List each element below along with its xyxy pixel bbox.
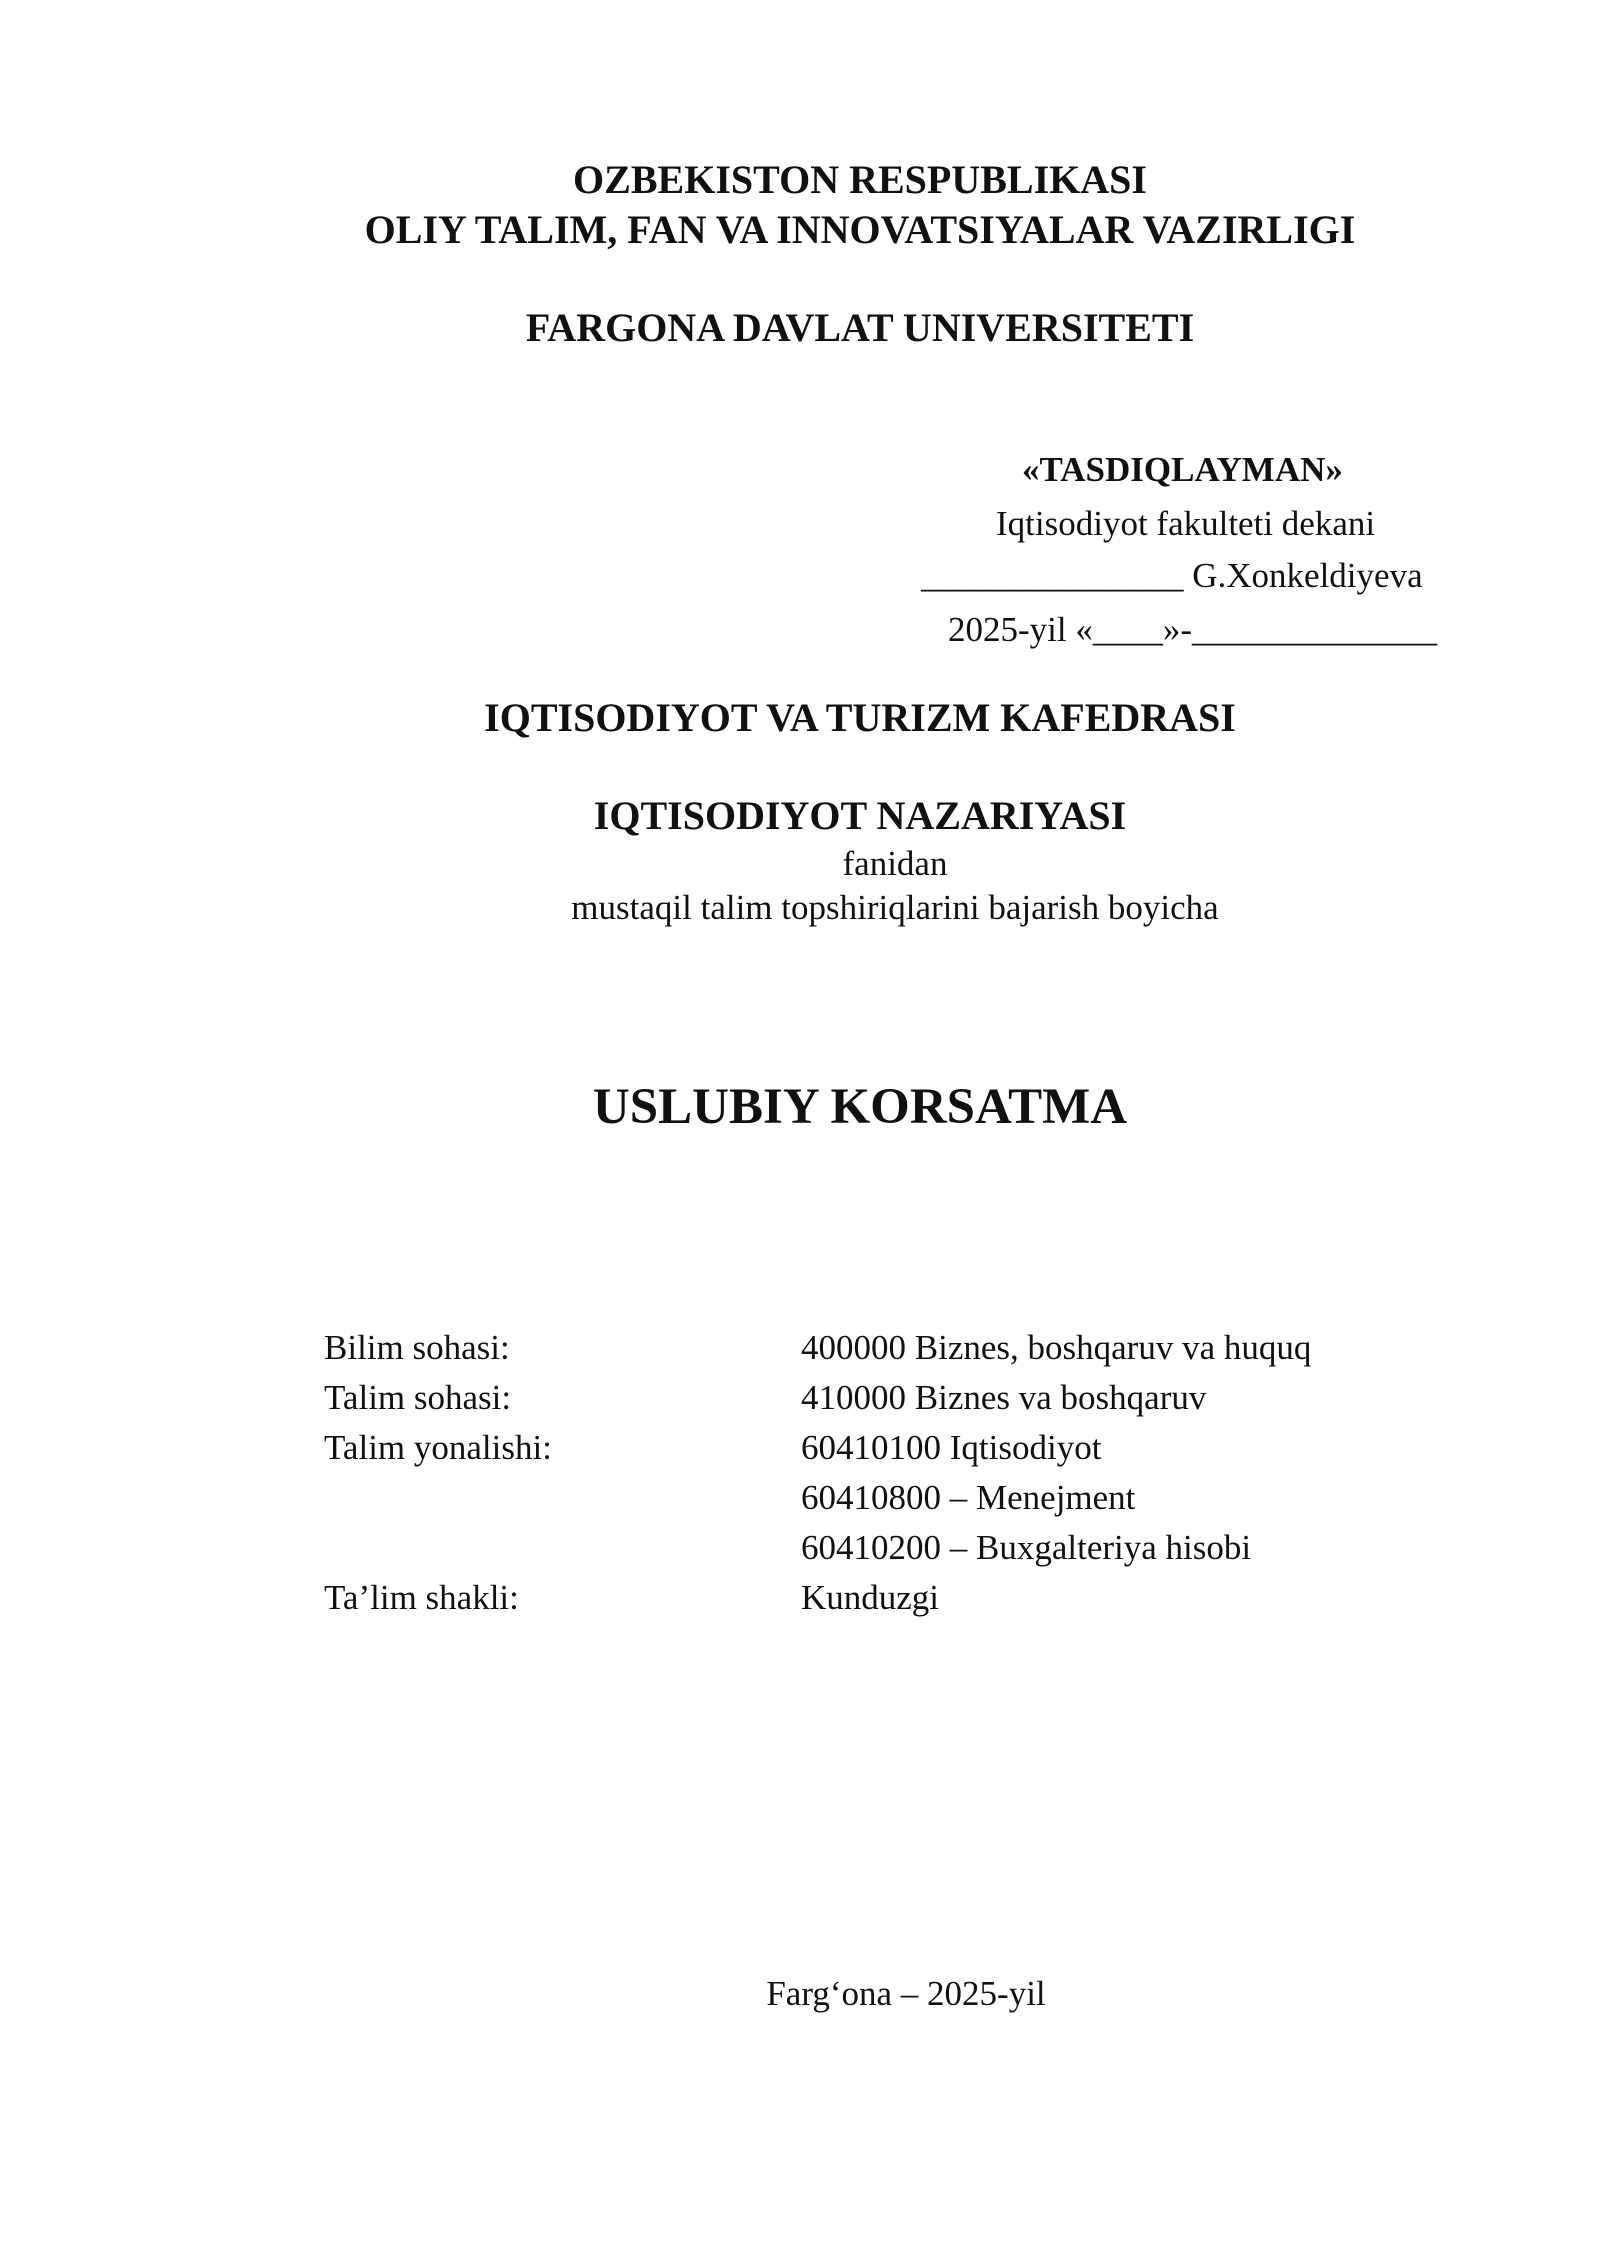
- info-label: Talim sohasi:: [324, 1378, 512, 1417]
- document-title: USLUBIY KORSATMA: [592, 1079, 1128, 1135]
- subject-name: IQTISODIYOT NAZARIYASI: [593, 793, 1127, 838]
- approval-position: Iqtisodiyot fakulteti dekani: [996, 504, 1376, 543]
- info-label: Ta’lim shakli:: [324, 1578, 519, 1617]
- info-value: 400000 Biznes, boshqaruv va huquq: [801, 1328, 1312, 1367]
- info-value: 60410200 – Buxgalteriya hisobi: [801, 1528, 1252, 1567]
- approval-title: «TASDIQLAYMAN»: [1022, 450, 1343, 489]
- republic-heading: OZBEKISTON RESPUBLIKASI: [573, 157, 1147, 202]
- info-value: 410000 Biznes va boshqaruv: [801, 1378, 1207, 1417]
- approval-date-line: 2025-yil «____»-______________: [948, 610, 1438, 649]
- approval-signature-line: _______________ G.Xonkeldiyeva: [921, 556, 1423, 595]
- subject-line-1: fanidan: [842, 844, 948, 883]
- info-label: Bilim sohasi:: [324, 1328, 510, 1367]
- footer-place-year: Farg‘ona – 2025-yil: [766, 1974, 1046, 2013]
- department-heading: IQTISODIYOT VA TURIZM KAFEDRASI: [484, 695, 1236, 740]
- info-value: Kunduzgi: [801, 1578, 940, 1617]
- university-heading: FARGONA DAVLAT UNIVERSITETI: [525, 305, 1195, 350]
- info-label: Talim yonalishi:: [324, 1428, 552, 1467]
- subject-line-2: mustaqil talim topshiriqlarini bajarish boyicha: [571, 888, 1219, 927]
- info-value: 60410100 Iqtisodiyot: [801, 1428, 1102, 1467]
- info-value: 60410800 – Menejment: [801, 1478, 1136, 1517]
- ministry-heading: OLIY TALIM, FAN VA INNOVATSIYALAR VAZIRLIGI: [364, 207, 1356, 252]
